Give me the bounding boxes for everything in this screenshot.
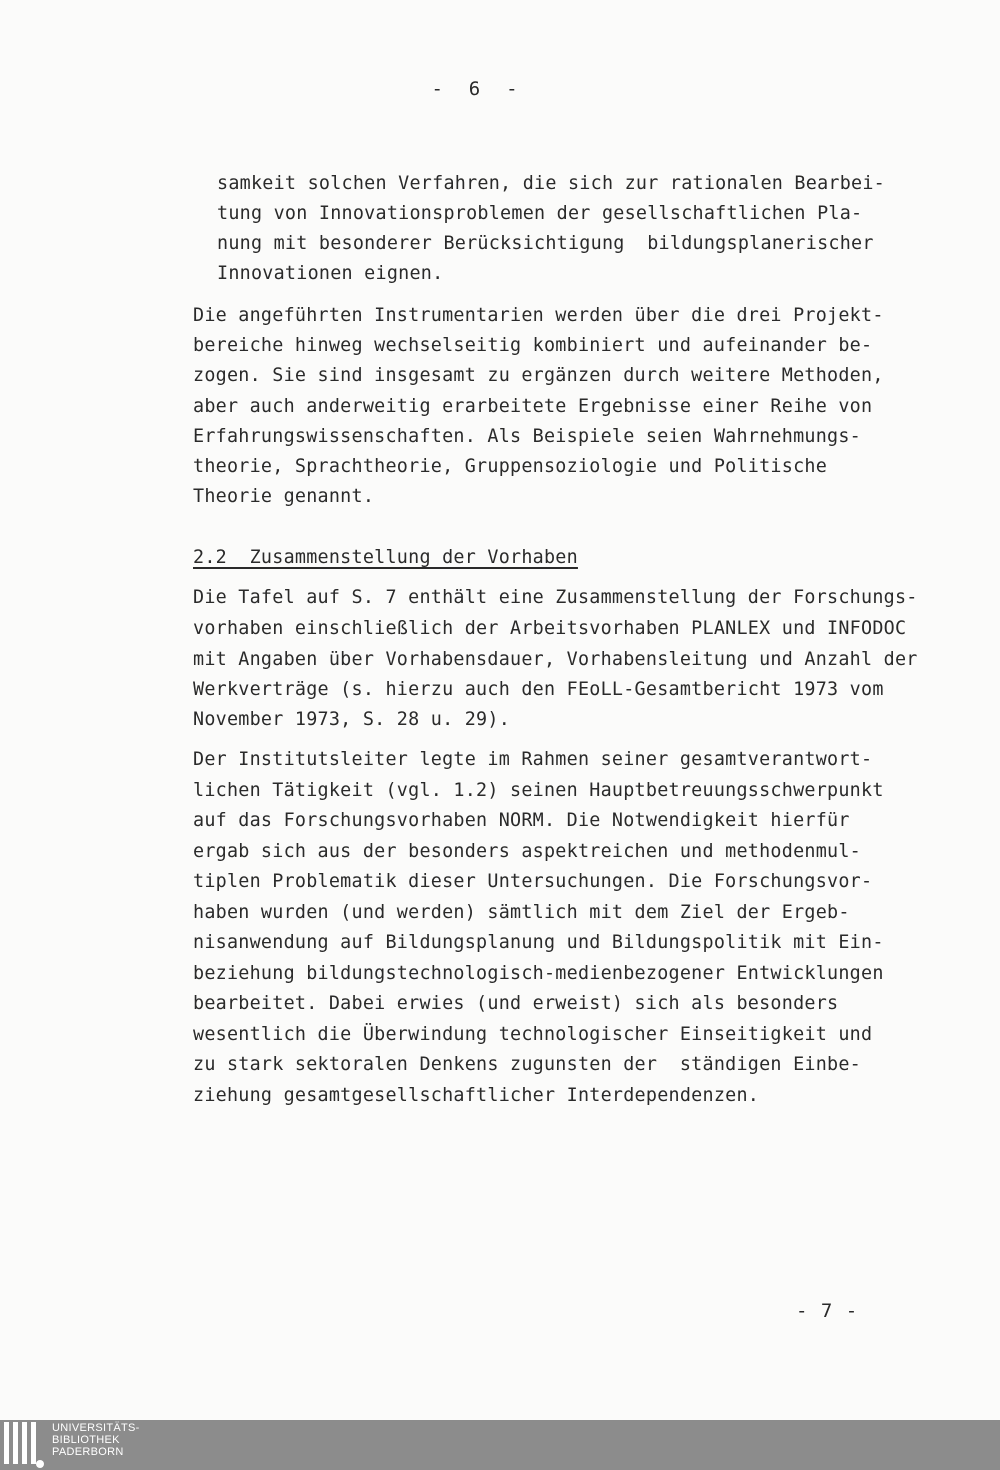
library-logo-icon xyxy=(4,1420,36,1466)
text-line: Erfahrungswissenschaften. Als Beispiele seien Wahrnehmungs- xyxy=(193,426,862,447)
next-page-marker: - 7 - xyxy=(796,1300,859,1322)
library-footer xyxy=(0,1420,1000,1470)
text-line: ziehung gesamtgesellschaftlicher Interdependenzen. xyxy=(193,1085,760,1106)
text-line: zogen. Sie sind insgesamt zu ergänzen durch weitere Methoden, xyxy=(193,365,884,386)
text-line: wesentlich die Überwindung technologischer Einseitigkeit und xyxy=(193,1024,873,1045)
text-line: nung mit besonderer Berücksichtigung bildungsplanerischer xyxy=(217,233,874,254)
logo-dot-icon xyxy=(36,1460,44,1468)
library-name-line: PADERBORN xyxy=(52,1446,124,1458)
text-line: Die angeführten Instrumentarien werden über die drei Projekt- xyxy=(193,305,884,326)
text-line: Innovationen eignen. xyxy=(217,263,444,284)
text-line: Theorie genannt. xyxy=(193,486,375,507)
page-number: - 6 - xyxy=(431,78,519,100)
text-line: zu stark sektoralen Denkens zugunsten der ständigen Einbe- xyxy=(193,1054,862,1075)
text-line: bearbeitet. Dabei erwies (und erweist) sich als besonders xyxy=(193,993,839,1014)
text-line: Der Institutsleiter legte im Rahmen seiner gesamtverantwort- xyxy=(193,749,873,770)
text-line: November 1973, S. 28 u. 29). xyxy=(193,709,511,730)
library-name xyxy=(52,1422,140,1458)
text-line: auf das Forschungsvorhaben NORM. Die Notwendigkeit hierfür xyxy=(193,810,850,831)
text-line: tiplen Problematik dieser Untersuchungen. Die Forschungsvor- xyxy=(193,871,873,892)
text-line: lichen Tätigkeit (vgl. 1.2) seinen Hauptbetreuungsschwerpunkt xyxy=(193,780,884,801)
text-line: aber auch anderweitig erarbeitete Ergebnisse einer Reihe von xyxy=(193,396,873,417)
text-line: vorhaben einschließlich der Arbeitsvorhaben PLANLEX und INFODOC xyxy=(193,618,907,639)
library-name-line: UNIVERSITÄTS- xyxy=(52,1422,140,1434)
text-line: Die Tafel auf S. 7 enthält eine Zusammenstellung der Forschungs- xyxy=(193,587,918,608)
text-line: haben wurden (und werden) sämtlich mit dem Ziel der Ergeb- xyxy=(193,902,850,923)
text-line: nisanwendung auf Bildungsplanung und Bildungspolitik mit Ein- xyxy=(193,932,884,953)
text-line: ergab sich aus der besonders aspektreichen und methodenmul- xyxy=(193,841,862,862)
text-line: tung von Innovationsproblemen der gesellschaftlichen Pla- xyxy=(217,203,863,224)
section-heading: 2.2 Zusammenstellung der Vorhaben xyxy=(193,547,578,568)
text-line: bereiche hinweg wechselseitig kombiniert und aufeinander be- xyxy=(193,335,873,356)
text-line: samkeit solchen Verfahren, die sich zur rationalen Bearbei- xyxy=(217,173,886,194)
library-name-line: BIBLIOTHEK xyxy=(52,1434,120,1446)
text-line: beziehung bildungstechnologisch-medienbezogener Entwicklungen xyxy=(193,963,884,984)
text-line: Werkverträge (s. hierzu auch den FEoLL-Gesamtbericht 1973 vom xyxy=(193,679,884,700)
text-line: mit Angaben über Vorhabensdauer, Vorhabensleitung und Anzahl der xyxy=(193,649,918,670)
text-line: theorie, Sprachtheorie, Gruppensoziologie und Politische xyxy=(193,456,828,477)
